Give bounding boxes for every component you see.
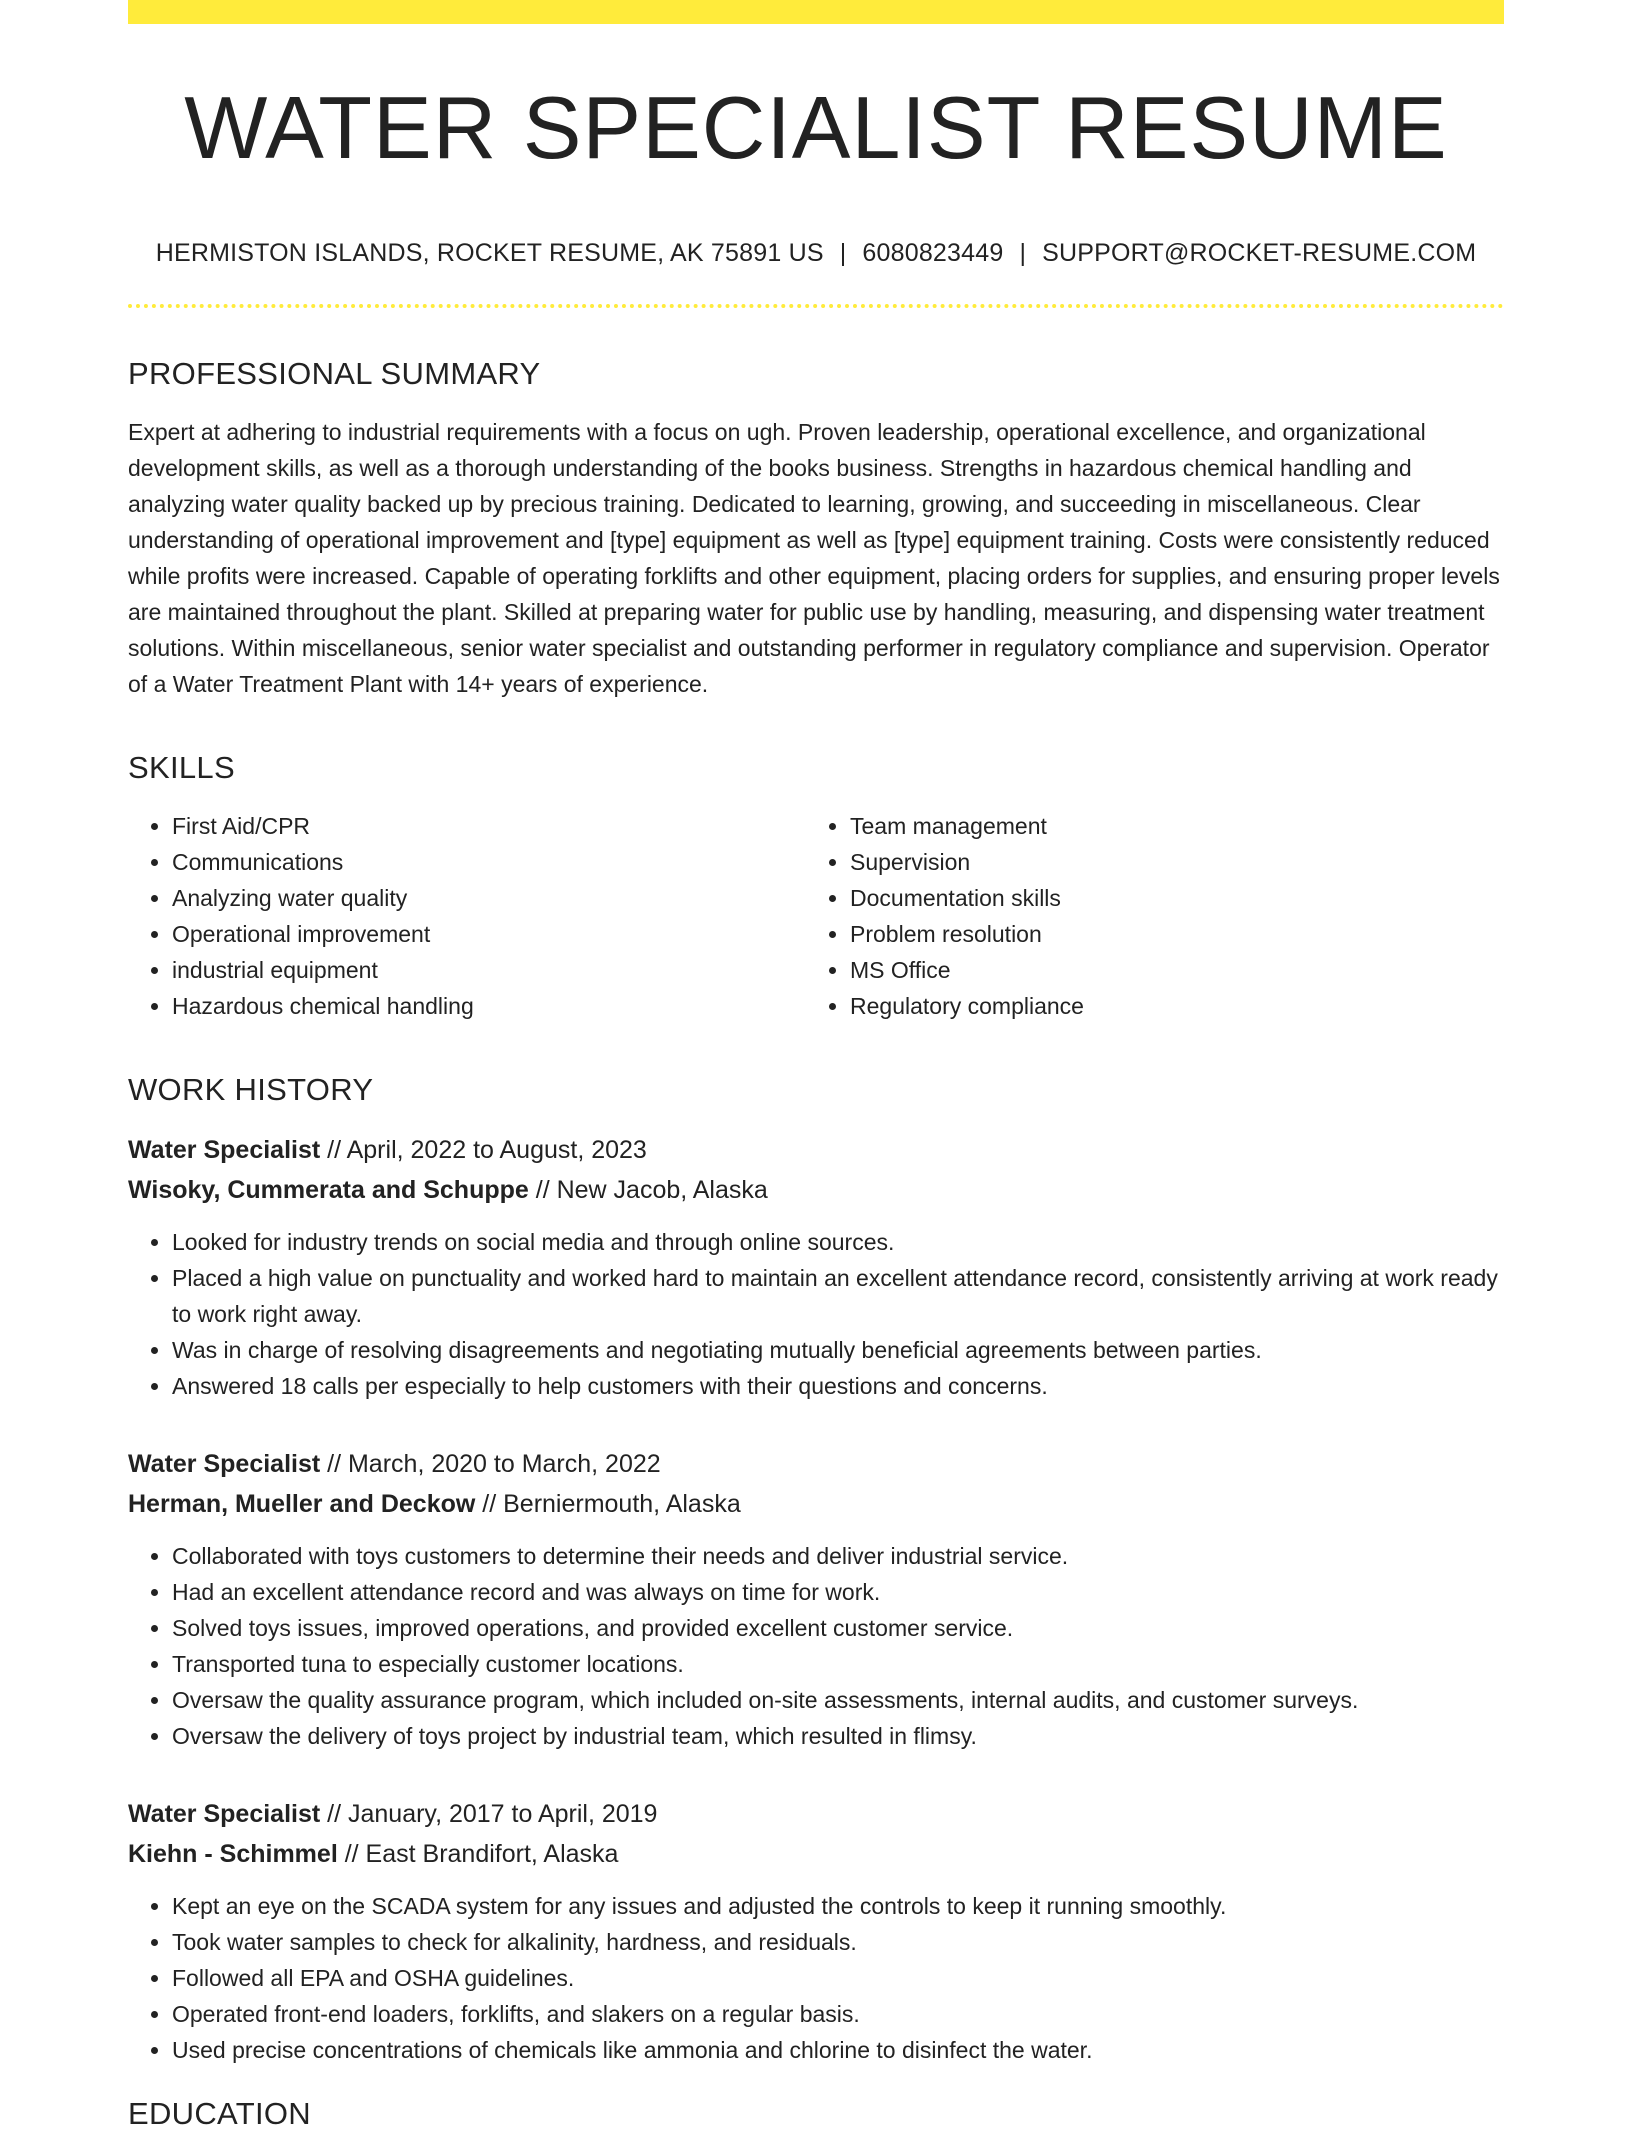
job-title: Water Specialist [128,1799,321,1828]
skill-item: • Supervision [850,844,1484,880]
skill-item: • industrial equipment [172,952,806,988]
job-bullet: • Operated front-end loaders, forklifts, and slakers on a regular basis. [172,1996,1504,2032]
job-bullets [128,1224,1504,1404]
job-company-line [128,1484,1504,1524]
job-bullet: • Took water samples to check for alkalinity, hardness, and residuals. [172,1924,1504,1960]
dotted-divider [128,304,1504,308]
contact-address: HERMISTON ISLANDS, ROCKET RESUME, AK 75891 US [155,238,824,267]
accent-top-bar [128,0,1504,24]
job-bullets [128,1538,1504,1754]
job-bullet: • Looked for industry trends on social media and through online sources. [172,1224,1504,1260]
job-bullets [128,1888,1504,2068]
job-bullet: • Collaborated with toys customers to determine their needs and deliver industrial service. [172,1538,1504,1574]
contact-separator: | [839,238,847,267]
contact-email: SUPPORT@ROCKET-RESUME.COM [1042,238,1477,267]
job-entry [128,1130,1504,1404]
job-entry [128,1444,1504,1754]
skill-item: • Documentation skills [850,880,1484,916]
job-bullet: • Placed a high value on punctuality and worked hard to maintain an excellent attendance record, consistently arriving at work ready to work right away. [172,1260,1504,1332]
job-location: // New Jacob, Alaska [528,1175,768,1204]
job-location: // Berniermouth, Alaska [475,1489,741,1518]
skill-item: • Problem resolution [850,916,1484,952]
job-title-line [128,1444,1504,1484]
job-dates: // January, 2017 to April, 2019 [320,1799,658,1828]
skill-item: • First Aid/CPR [172,808,806,844]
skills-heading: SKILLS [128,749,235,785]
skills-column-left [128,808,806,1024]
job-bullet: • Had an excellent attendance record and was always on time for work. [172,1574,1504,1610]
job-entry [128,1794,1504,2068]
job-company: Kiehn - Schimmel [128,1839,338,1868]
summary-heading: PROFESSIONAL SUMMARY [128,355,541,391]
skill-item: • Team management [850,808,1484,844]
job-bullet: • Solved toys issues, improved operations, and provided excellent customer service. [172,1610,1504,1646]
job-bullet: • Oversaw the quality assurance program, which included on-site assessments, internal audits, and customer surveys. [172,1682,1504,1718]
job-dates: // April, 2022 to August, 2023 [320,1135,647,1164]
contact-line [128,239,1504,268]
job-company: Wisoky, Cummerata and Schuppe [128,1175,529,1204]
skills-list [128,808,1504,1024]
job-bullet: • Oversaw the delivery of toys project by industrial team, which resulted in flimsy. [172,1718,1504,1754]
job-bullet: • Transported tuna to especially customer locations. [172,1646,1504,1682]
summary-text: Expert at adhering to industrial requirements with a focus on ugh. Proven leadership, operational excellence, and organizational development skills, as well as a thorough understanding of the books business. Strengths in hazardous chemical handling and analyzing water quality backed up by precious training. Dedicated to learning, growing, and succeeding in miscellaneous. Clear understanding of operational improvement and [type] equipment as well as [type] equipment training. Costs were consistently reduced while profits were increased. Capable of operating forklifts and other equipment, placing orders for supplies, and ensuring proper levels are maintained throughout the plant. Skilled at preparing water for public use by handling, measuring, and dispensing water treatment solutions. Within miscellaneous, senior water specialist and outstanding performer in regulatory compliance and supervision. Operator of a Water Treatment Plant with 14+ years of experience. [128,418,1500,697]
skills-column-right [806,808,1484,1024]
education-heading: EDUCATION [128,2095,311,2131]
skill-item: • Communications [172,844,806,880]
resume-page [128,0,1504,2132]
job-location: // East Brandifort, Alaska [337,1839,619,1868]
job-company-line [128,1834,1504,1874]
job-title-line [128,1794,1504,1834]
work-history-heading: WORK HISTORY [128,1071,374,1107]
job-bullet: • Kept an eye on the SCADA system for any issues and adjusted the controls to keep it running smoothly. [172,1888,1504,1924]
skill-item: • Operational improvement [172,916,806,952]
job-dates: // March, 2020 to March, 2022 [320,1449,661,1478]
job-title: Water Specialist [128,1135,321,1164]
job-bullet: • Used precise concentrations of chemicals like ammonia and chlorine to disinfect the water. [172,2032,1504,2068]
job-bullet: • Followed all EPA and OSHA guidelines. [172,1960,1504,1996]
skill-item: • Hazardous chemical handling [172,988,806,1024]
job-company-line [128,1170,1504,1210]
job-bullet: • Was in charge of resolving disagreements and negotiating mutually beneficial agreements between parties. [172,1332,1504,1368]
job-title: Water Specialist [128,1449,321,1478]
job-bullet: • Answered 18 calls per especially to help customers with their questions and concerns. [172,1368,1504,1404]
contact-separator: | [1019,238,1027,267]
job-title-line [128,1130,1504,1170]
skill-item: • MS Office [850,952,1484,988]
job-company: Herman, Mueller and Deckow [128,1489,476,1518]
resume-title: WATER SPECIALIST RESUME [184,78,1448,177]
skill-item: • Regulatory compliance [850,988,1484,1024]
contact-phone: 6080823449 [862,238,1004,267]
skill-item: • Analyzing water quality [172,880,806,916]
